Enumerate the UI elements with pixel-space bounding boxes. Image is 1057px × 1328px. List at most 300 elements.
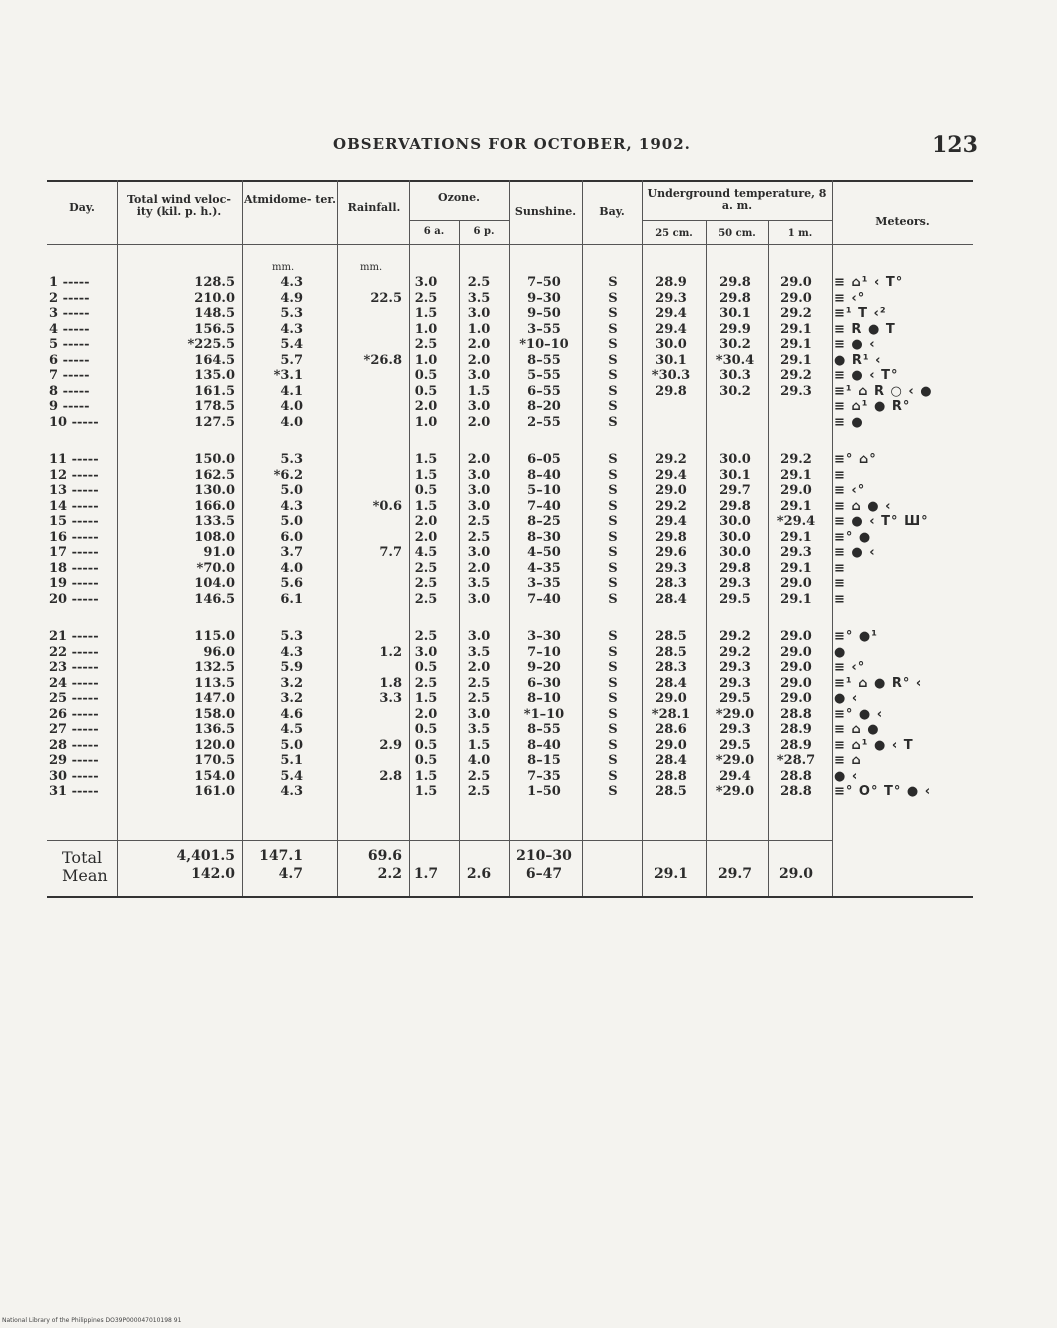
ozone-6p-cell: 3.0 bbox=[467, 498, 491, 514]
ozone-6p-cell: 2.0 bbox=[467, 337, 491, 352]
atmidometer-cell: 4.1 bbox=[280, 383, 303, 399]
meteors-cell: ≡ ‹° bbox=[834, 483, 866, 498]
temp-1m-cell: 29.0 bbox=[780, 576, 812, 591]
ozone-6p-cell: 3.0 bbox=[467, 629, 491, 644]
day-cell: 31 ----- bbox=[49, 784, 99, 799]
temp-25cm-cell: 29.0 bbox=[655, 483, 687, 498]
temp-50cm-cell: 29.4 bbox=[719, 768, 751, 784]
atmidometer-cell: 4.0 bbox=[280, 560, 303, 576]
ozone-6a-cell: 4.5 bbox=[414, 545, 438, 560]
atmidometer-cell: 6.0 bbox=[280, 529, 303, 545]
temp-25cm-cell: 29.0 bbox=[655, 691, 687, 706]
meteors-cell: ≡° ● bbox=[834, 529, 872, 545]
temp-50cm-cell: *29.0 bbox=[715, 784, 755, 799]
atmidometer-cell: 5.4 bbox=[280, 337, 303, 352]
atmidometer-cell: 5.1 bbox=[280, 753, 303, 768]
header-wind: Total wind veloc- ity (kil. p. h.). bbox=[127, 193, 231, 218]
bay-cell: S bbox=[608, 644, 618, 660]
ozone-6a-cell: 2.5 bbox=[414, 675, 438, 691]
day-cell: 28 ----- bbox=[49, 737, 99, 753]
bay-cell: S bbox=[608, 321, 618, 337]
table-row bbox=[47, 306, 973, 322]
table-row bbox=[47, 660, 973, 676]
temp-25cm-cell: 29.4 bbox=[655, 306, 687, 321]
mean-temp-1m: 29.0 bbox=[778, 866, 814, 882]
temp-50cm-cell: 29.8 bbox=[719, 498, 751, 514]
wind-cell: 161.5 bbox=[194, 383, 235, 399]
rainfall-cell: 1.8 bbox=[379, 675, 402, 691]
ozone-6p-cell: 2.5 bbox=[467, 691, 491, 706]
sunshine-cell: 5–10 bbox=[527, 483, 561, 498]
mean-ozone-6p: 2.6 bbox=[466, 866, 492, 882]
day-cell: 14 ----- bbox=[49, 498, 99, 514]
day-cell: 8 ----- bbox=[49, 383, 90, 399]
header-ozone-6p: 6 p. bbox=[473, 226, 495, 237]
mean-temp-25cm: 29.1 bbox=[653, 866, 689, 882]
ozone-6a-cell: 3.0 bbox=[414, 275, 438, 290]
atmidometer-cell: 5.0 bbox=[280, 514, 303, 529]
temp-1m-cell: 29.0 bbox=[780, 675, 812, 691]
temp-1m-cell: 29.3 bbox=[780, 545, 812, 560]
wind-cell: 128.5 bbox=[194, 275, 235, 290]
temp-25cm-cell: 29.4 bbox=[655, 321, 687, 337]
ozone-6a-cell: 1.5 bbox=[414, 691, 438, 706]
meteors-cell: ● ‹ bbox=[834, 691, 859, 706]
temp-1m-cell: 29.0 bbox=[780, 290, 812, 306]
bay-cell: S bbox=[608, 660, 618, 675]
day-cell: 13 ----- bbox=[49, 483, 99, 498]
wind-cell: 104.0 bbox=[194, 576, 235, 591]
temp-1m-cell: 29.2 bbox=[780, 368, 812, 383]
header-bay: Bay. bbox=[599, 205, 625, 218]
mean-sunshine: 6–47 bbox=[525, 866, 563, 882]
wind-cell: 136.5 bbox=[194, 722, 235, 737]
total-sunshine: 210–30 bbox=[516, 848, 572, 864]
wind-cell: 158.0 bbox=[194, 706, 235, 722]
ozone-6p-cell: 2.0 bbox=[467, 452, 491, 467]
table-row bbox=[47, 322, 973, 338]
table-row bbox=[47, 645, 973, 661]
atmidometer-cell: 5.4 bbox=[280, 768, 303, 784]
header-25cm: 25 cm. bbox=[655, 228, 693, 239]
temp-1m-cell: 28.9 bbox=[780, 737, 812, 753]
ozone-6p-cell: 3.5 bbox=[467, 644, 491, 660]
page-footer: National Library of the Philippines DO39P000047010198 91 bbox=[2, 1317, 182, 1324]
day-cell: 4 ----- bbox=[49, 321, 90, 337]
table-row bbox=[47, 530, 973, 546]
bay-cell: S bbox=[608, 514, 618, 529]
day-cell: 12 ----- bbox=[49, 467, 99, 483]
temp-1m-cell: 29.0 bbox=[780, 629, 812, 644]
atmidometer-cell: 3.7 bbox=[280, 545, 303, 560]
header-ozone-6a: 6 a. bbox=[423, 226, 445, 237]
sunshine-cell: 7–40 bbox=[527, 498, 561, 514]
ozone-6p-cell: 3.0 bbox=[467, 545, 491, 560]
temp-25cm-cell: 30.1 bbox=[655, 352, 687, 368]
day-cell: 3 ----- bbox=[49, 306, 90, 321]
ozone-6p-cell: 2.0 bbox=[467, 352, 491, 368]
temp-50cm-cell: 29.3 bbox=[719, 576, 751, 591]
ozone-6a-cell: 1.0 bbox=[414, 414, 438, 430]
bay-cell: S bbox=[608, 675, 618, 691]
temp-25cm-cell: 28.5 bbox=[655, 644, 687, 660]
bay-cell: S bbox=[608, 483, 618, 498]
temp-50cm-cell: 29.8 bbox=[719, 275, 751, 290]
day-cell: 27 ----- bbox=[49, 722, 99, 737]
day-cell: 22 ----- bbox=[49, 644, 99, 660]
totals-rule bbox=[47, 840, 832, 841]
sunshine-cell: 8–55 bbox=[527, 352, 561, 368]
sunshine-cell: 8–40 bbox=[527, 467, 561, 483]
ozone-6p-cell: 3.0 bbox=[467, 483, 491, 498]
wind-cell: 91.0 bbox=[203, 545, 235, 560]
rainfall-cell: 1.2 bbox=[379, 644, 402, 660]
atmidometer-cell: 5.0 bbox=[280, 737, 303, 753]
sunshine-cell: 9–50 bbox=[527, 306, 561, 321]
block-gap bbox=[47, 607, 973, 629]
wind-cell: 135.0 bbox=[194, 368, 235, 383]
day-cell: 30 ----- bbox=[49, 768, 99, 784]
temp-1m-cell: 29.3 bbox=[780, 383, 812, 399]
temp-1m-cell: 29.1 bbox=[780, 498, 812, 514]
bay-cell: S bbox=[608, 784, 618, 799]
page-title: OBSERVATIONS FOR OCTOBER, 1902. bbox=[333, 135, 691, 153]
temp-1m-cell: 29.0 bbox=[780, 660, 812, 675]
table-row bbox=[47, 753, 973, 769]
table-row bbox=[47, 399, 973, 415]
mean-temp-50cm: 29.7 bbox=[717, 866, 753, 882]
ozone-6a-cell: 2.5 bbox=[414, 576, 438, 591]
temp-25cm-cell: 28.6 bbox=[655, 722, 687, 737]
observations-table bbox=[47, 180, 973, 902]
bay-cell: S bbox=[608, 467, 618, 483]
sunshine-cell: *1–10 bbox=[523, 706, 565, 722]
wind-cell: 150.0 bbox=[194, 452, 235, 467]
meteors-cell: ≡¹ T ‹² bbox=[834, 306, 887, 321]
wind-cell: 146.5 bbox=[194, 591, 235, 607]
wind-cell: 154.0 bbox=[194, 768, 235, 784]
wind-cell: 115.0 bbox=[194, 629, 235, 644]
sunshine-cell: 7–50 bbox=[527, 275, 561, 290]
ozone-6p-cell: 2.5 bbox=[467, 675, 491, 691]
wind-cell: 133.5 bbox=[194, 514, 235, 529]
temp-1m-cell: 29.2 bbox=[780, 452, 812, 467]
bay-cell: S bbox=[608, 629, 618, 644]
temp-25cm-cell: 29.0 bbox=[655, 737, 687, 753]
temp-1m-cell: 29.1 bbox=[780, 467, 812, 483]
sunshine-cell: 6–55 bbox=[527, 383, 561, 399]
sunshine-cell: 3–30 bbox=[527, 629, 561, 644]
ozone-6p-cell: 1.0 bbox=[467, 321, 491, 337]
wind-cell: 210.0 bbox=[194, 290, 235, 306]
atmidometer-cell: 4.0 bbox=[280, 414, 303, 430]
day-cell: 17 ----- bbox=[49, 545, 99, 560]
ozone-6a-cell: 0.5 bbox=[414, 660, 438, 675]
total-wind: 4,401.5 bbox=[176, 848, 235, 864]
bay-cell: S bbox=[608, 706, 618, 722]
temp-25cm-cell: 28.4 bbox=[655, 591, 687, 607]
ozone-6a-cell: 2.5 bbox=[414, 290, 438, 306]
header-50cm: 50 cm. bbox=[718, 228, 756, 239]
bay-cell: S bbox=[608, 290, 618, 306]
atmidometer-cell: 4.3 bbox=[280, 498, 303, 514]
meteors-cell: ≡ ⌂ ● bbox=[834, 722, 880, 737]
atmidometer-cell: 4.3 bbox=[280, 321, 303, 337]
total-atmidometer: 147.1 bbox=[259, 848, 303, 864]
meteors-cell: ≡¹ ⌂ ● R° ‹ bbox=[834, 675, 923, 691]
temp-50cm-cell: *29.0 bbox=[715, 706, 755, 722]
temp-50cm-cell: 29.3 bbox=[719, 722, 751, 737]
bay-cell: S bbox=[608, 560, 618, 576]
atmidometer-cell: 5.0 bbox=[280, 483, 303, 498]
temp-50cm-cell: 29.5 bbox=[719, 691, 751, 706]
sunshine-cell: 6–30 bbox=[527, 675, 561, 691]
table-row bbox=[47, 738, 973, 754]
temp-50cm-cell: 29.8 bbox=[719, 290, 751, 306]
temp-1m-cell: 29.0 bbox=[780, 644, 812, 660]
table-row bbox=[47, 483, 973, 499]
wind-cell: 178.5 bbox=[194, 399, 235, 414]
table-row bbox=[47, 353, 973, 369]
ozone-6a-cell: 2.0 bbox=[414, 399, 438, 414]
bay-cell: S bbox=[608, 498, 618, 514]
ozone-6p-cell: 3.5 bbox=[467, 722, 491, 737]
sunshine-cell: 4–50 bbox=[527, 545, 561, 560]
temp-25cm-cell: 28.4 bbox=[655, 753, 687, 768]
sunshine-cell: 8–30 bbox=[527, 529, 561, 545]
temp-25cm-cell: 28.5 bbox=[655, 629, 687, 644]
day-cell: 11 ----- bbox=[49, 452, 99, 467]
meteors-cell: ≡ ⌂¹ ‹ T° bbox=[834, 275, 904, 290]
day-cell: 26 ----- bbox=[49, 706, 99, 722]
meteors-cell: ≡° ●¹ bbox=[834, 629, 878, 644]
temp-25cm-cell: 29.6 bbox=[655, 545, 687, 560]
bay-cell: S bbox=[608, 383, 618, 399]
sunshine-cell: 7–10 bbox=[527, 644, 561, 660]
day-cell: 21 ----- bbox=[49, 629, 99, 644]
header-ozone: Ozone. bbox=[438, 191, 480, 204]
unit-rainfall: mm. bbox=[360, 262, 383, 273]
atmidometer-cell: 5.3 bbox=[280, 306, 303, 321]
temp-1m-cell: 28.8 bbox=[780, 768, 812, 784]
temp-50cm-cell: 30.0 bbox=[719, 452, 751, 467]
sunshine-cell: 7–35 bbox=[527, 768, 561, 784]
temp-50cm-cell: 30.3 bbox=[719, 368, 751, 383]
meteors-cell: ≡ ● bbox=[834, 414, 864, 430]
header-meteors: Meteors. bbox=[875, 215, 930, 228]
total-rainfall: 69.6 bbox=[367, 848, 402, 864]
atmidometer-cell: 4.3 bbox=[280, 275, 303, 290]
table-row bbox=[47, 722, 973, 738]
meteors-cell: ≡ ‹° bbox=[834, 290, 866, 306]
rainfall-cell: 22.5 bbox=[370, 290, 402, 306]
ozone-6a-cell: 1.0 bbox=[414, 352, 438, 368]
day-cell: 15 ----- bbox=[49, 514, 99, 529]
meteors-cell: ≡ R ● T bbox=[834, 321, 896, 337]
ozone-6p-cell: 2.0 bbox=[467, 414, 491, 430]
mean-rainfall: 2.2 bbox=[377, 866, 402, 882]
table-row bbox=[47, 452, 973, 468]
temp-25cm-cell: 30.0 bbox=[655, 337, 687, 352]
temp-1m-cell: 29.0 bbox=[780, 483, 812, 498]
day-cell: 25 ----- bbox=[49, 691, 99, 706]
meteors-cell: ≡ bbox=[834, 576, 846, 591]
atmidometer-cell: 4.3 bbox=[280, 644, 303, 660]
day-cell: 2 ----- bbox=[49, 290, 90, 306]
ozone-6a-cell: 0.5 bbox=[414, 753, 438, 768]
wind-cell: 148.5 bbox=[194, 306, 235, 321]
ozone-6p-cell: 1.5 bbox=[467, 737, 491, 753]
temp-50cm-cell: 29.2 bbox=[719, 629, 751, 644]
meteors-cell: ≡ ⌂¹ ● ‹ T bbox=[834, 737, 914, 753]
temp-50cm-cell: 29.7 bbox=[719, 483, 751, 498]
temp-50cm-cell: 29.8 bbox=[719, 560, 751, 576]
wind-cell: 108.0 bbox=[194, 529, 235, 545]
temp-50cm-cell: 29.2 bbox=[719, 644, 751, 660]
ozone-6p-cell: 3.5 bbox=[467, 576, 491, 591]
ozone-6p-cell: 2.5 bbox=[467, 529, 491, 545]
meteors-cell: ≡ bbox=[834, 560, 846, 576]
temp-50cm-cell: 30.2 bbox=[719, 337, 751, 352]
temp-50cm-cell: 30.1 bbox=[719, 467, 751, 483]
sunshine-cell: 8–10 bbox=[527, 691, 561, 706]
temp-25cm-cell: 29.2 bbox=[655, 498, 687, 514]
temp-1m-cell: 29.0 bbox=[780, 275, 812, 290]
day-cell: 18 ----- bbox=[49, 560, 99, 576]
header-1m: 1 m. bbox=[787, 228, 813, 239]
ozone-6p-cell: 3.0 bbox=[467, 399, 491, 414]
table-row bbox=[47, 275, 973, 291]
table-row bbox=[47, 676, 973, 692]
table-row bbox=[47, 691, 973, 707]
temp-25cm-cell: 29.3 bbox=[655, 560, 687, 576]
atmidometer-cell: 4.9 bbox=[280, 290, 303, 306]
temp-1m-cell: 29.1 bbox=[780, 352, 812, 368]
temp-25cm-cell: 28.9 bbox=[655, 275, 687, 290]
table-row bbox=[47, 561, 973, 577]
sunshine-cell: 9–20 bbox=[527, 660, 561, 675]
sunshine-cell: 8–15 bbox=[527, 753, 561, 768]
atmidometer-cell: 4.6 bbox=[280, 706, 303, 722]
meteors-cell: ≡ ● ‹ bbox=[834, 545, 876, 560]
ozone-6p-cell: 3.0 bbox=[467, 706, 491, 722]
wind-cell: 113.5 bbox=[194, 675, 235, 691]
temp-1m-cell: 29.2 bbox=[780, 306, 812, 321]
bay-cell: S bbox=[608, 691, 618, 706]
bay-cell: S bbox=[608, 368, 618, 383]
wind-cell: 156.5 bbox=[194, 321, 235, 337]
temp-1m-cell: *29.4 bbox=[776, 514, 816, 529]
atmidometer-cell: *3.1 bbox=[273, 368, 303, 383]
ozone-6p-cell: 2.0 bbox=[467, 660, 491, 675]
ozone-6p-cell: 4.0 bbox=[467, 753, 491, 768]
ozone-6a-cell: 2.5 bbox=[414, 629, 438, 644]
table-row bbox=[47, 468, 973, 484]
temp-25cm-cell: 29.8 bbox=[655, 529, 687, 545]
atmidometer-cell: 5.7 bbox=[280, 352, 303, 368]
temp-50cm-cell: 29.3 bbox=[719, 675, 751, 691]
table-row bbox=[47, 629, 973, 645]
wind-cell: *225.5 bbox=[187, 337, 235, 352]
day-cell: 1 ----- bbox=[49, 275, 90, 290]
unit-atmidometer: mm. bbox=[272, 262, 295, 273]
bay-cell: S bbox=[608, 753, 618, 768]
table-row bbox=[47, 368, 973, 384]
table-row bbox=[47, 514, 973, 530]
temp-25cm-cell: 28.8 bbox=[655, 768, 687, 784]
sunshine-cell: 1–50 bbox=[527, 784, 561, 799]
meteors-cell: ≡ bbox=[834, 591, 846, 607]
ozone-6a-cell: 0.5 bbox=[414, 368, 438, 383]
meteors-cell: ≡ ● ‹ T° Ш° bbox=[834, 514, 929, 529]
atmidometer-cell: 3.2 bbox=[280, 691, 303, 706]
bay-cell: S bbox=[608, 576, 618, 591]
meteors-cell: ≡ ● ‹ T° bbox=[834, 368, 899, 383]
meteors-cell: ≡° ● ‹ bbox=[834, 706, 884, 722]
header-rainfall: Rainfall. bbox=[347, 201, 401, 214]
temp-50cm-cell: 29.3 bbox=[719, 660, 751, 675]
wind-cell: 166.0 bbox=[194, 498, 235, 514]
bay-cell: S bbox=[608, 452, 618, 467]
meteors-cell: ≡ ⌂ ● ‹ bbox=[834, 498, 892, 514]
meteors-cell: ≡ bbox=[834, 467, 846, 483]
ozone-6a-cell: 1.5 bbox=[414, 768, 438, 784]
ozone-6p-cell: 2.5 bbox=[467, 784, 491, 799]
temp-25cm-cell: 29.2 bbox=[655, 452, 687, 467]
sunshine-cell: 8–55 bbox=[527, 722, 561, 737]
mean-wind: 142.0 bbox=[191, 866, 235, 882]
wind-cell: 127.5 bbox=[194, 414, 235, 430]
day-cell: 7 ----- bbox=[49, 368, 90, 383]
ozone-6a-cell: 2.5 bbox=[414, 337, 438, 352]
temp-25cm-cell: 28.3 bbox=[655, 660, 687, 675]
wind-cell: 164.5 bbox=[194, 352, 235, 368]
ozone-6p-cell: 3.0 bbox=[467, 368, 491, 383]
table-bottom-rule bbox=[47, 896, 973, 898]
ozone-6p-cell: 3.0 bbox=[467, 467, 491, 483]
day-cell: 19 ----- bbox=[49, 576, 99, 591]
bay-cell: S bbox=[608, 529, 618, 545]
ozone-6a-cell: 0.5 bbox=[414, 722, 438, 737]
meteors-cell: ≡° ⌂° bbox=[834, 452, 877, 467]
atmidometer-cell: 5.3 bbox=[280, 629, 303, 644]
temp-50cm-cell: 29.9 bbox=[719, 321, 751, 337]
wind-cell: 132.5 bbox=[194, 660, 235, 675]
mean-ozone-6a: 1.7 bbox=[413, 866, 439, 882]
sunshine-cell: 8–25 bbox=[527, 514, 561, 529]
temp-1m-cell: 28.8 bbox=[780, 706, 812, 722]
atmidometer-cell: 5.9 bbox=[280, 660, 303, 675]
wind-cell: 170.5 bbox=[194, 753, 235, 768]
ozone-6p-cell: 1.5 bbox=[467, 383, 491, 399]
day-cell: 29 ----- bbox=[49, 753, 99, 768]
temp-25cm-cell: 28.4 bbox=[655, 675, 687, 691]
meteors-cell: ≡¹ ⌂ R ○ ‹ ● bbox=[834, 383, 933, 399]
day-cell: 24 ----- bbox=[49, 675, 99, 691]
temp-25cm-cell: *28.1 bbox=[651, 706, 691, 722]
ozone-6p-cell: 3.5 bbox=[467, 290, 491, 306]
ozone-6a-cell: 2.0 bbox=[414, 514, 438, 529]
page-header bbox=[0, 132, 1057, 162]
bay-cell: S bbox=[608, 399, 618, 414]
table-row bbox=[47, 415, 973, 431]
header-bottom-rule bbox=[47, 244, 973, 245]
temp-1m-cell: 29.1 bbox=[780, 591, 812, 607]
mean-row bbox=[47, 866, 973, 884]
day-cell: 20 ----- bbox=[49, 591, 99, 607]
mean-atmidometer: 4.7 bbox=[278, 866, 303, 882]
table-row bbox=[47, 769, 973, 785]
